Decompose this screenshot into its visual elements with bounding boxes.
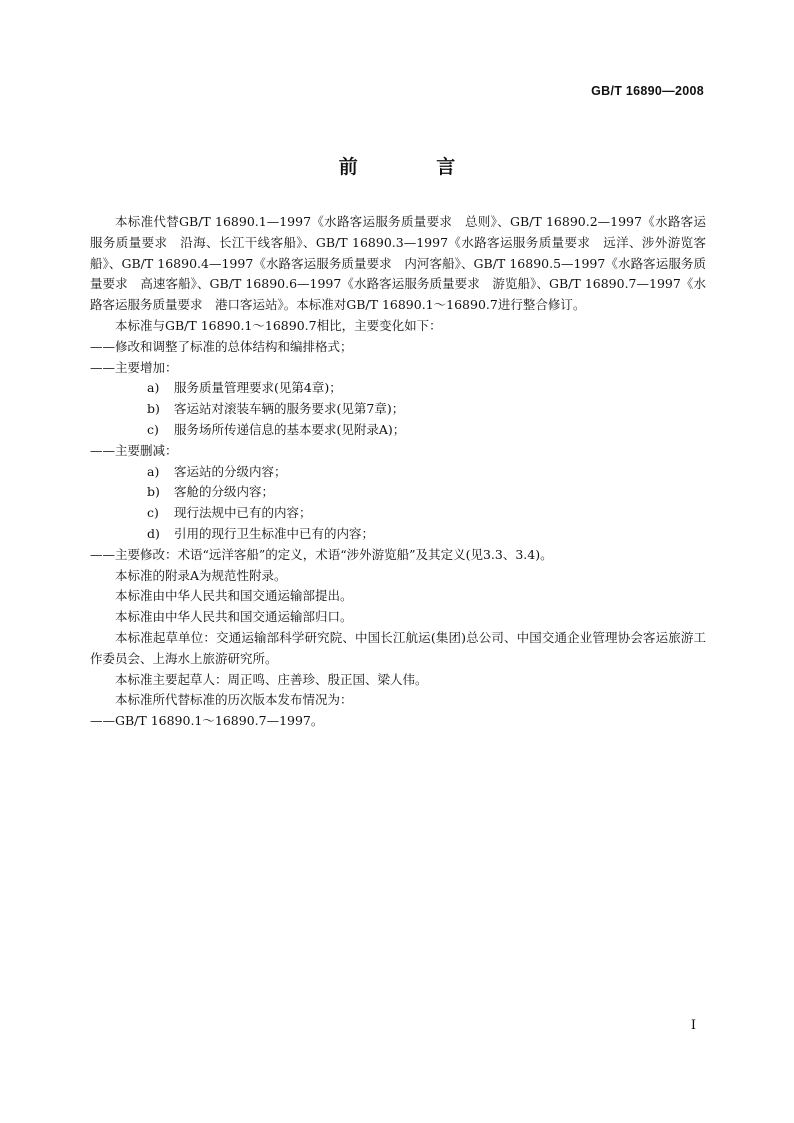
page-number: I [690,1018,696,1033]
list-item: b) 客舱的分级内容； [147,484,275,500]
change-deletions-heading: ——主要删减： [90,442,178,458]
list-item: a) 客运站的分级内容； [147,463,287,479]
page-title: 前 言 [338,156,492,178]
paragraph-replaced-standards: 本标准代替GB/T 16890.1—1997《水路客运服务质量要求 总则》、GB/T 16890.2—1997《水路客运服务质量要求 沿海、长江干线客船》、GB/T 16890.3—1997《水路客运服务质量要求 远洋、涉外游览客船》、GB/T 16890.4—1997《水路客运服务质量要求 内河客船》、GB/T 16890.5—1997《水路客运服务质量要求 高速客船》、GB/T 16890.6—1997《水路客运服务质量要求 游览船》、GB/T 16890.7—1997《水路客运服务质量要求 港口客运站》。本标准对GB/T 16890.1～16890.7进行整合修订。 [90,214,706,313]
paragraph-centralized-by: 本标准由中华人民共和国交通运输部归口。 [115,609,353,625]
list-item: d) 引用的现行卫生标准中已有的内容； [147,525,375,541]
change-additions-heading: ——主要增加： [90,359,178,375]
paragraph-drafting-units: 本标准起草单位：交通运输部科学研究院、中国长江航运(集团)总公司、中国交通企业管理协会客运旅游工作委员会、上海水上旅游研究所。 [90,629,706,666]
version-history-entry: ——GB/T 16890.1～16890.7—1997。 [90,713,324,729]
standard-number: GB/T 16890—2008 [591,84,704,98]
paragraph-version-history: 本标准所代替标准的历次版本发布情况为： [115,692,353,708]
list-item: c) 现行法规中已有的内容； [147,505,312,521]
foreword-body [90,212,706,732]
paragraph-proposed-by: 本标准由中华人民共和国交通运输部提出。 [115,588,353,604]
change-modifications: ——主要修改：术语“远洋客船”的定义，术语“涉外游览船”及其定义(见3.3、3.4)。 [90,546,553,562]
list-item: c) 服务场所传递信息的基本要求(见附录A)； [147,421,406,437]
list-item: b) 客运站对滚装车辆的服务要求(见第7章)； [147,401,405,417]
list-item: a) 服务质量管理要求(见第4章)； [147,380,342,396]
paragraph-main-changes: 本标准与GB/T 16890.1～16890.7相比，主要变化如下： [115,317,442,333]
paragraph-annex: 本标准的附录A为规范性附录。 [115,567,287,583]
change-structure: ——修改和调整了标准的总体结构和编排格式； [90,338,353,354]
paragraph-drafters: 本标准主要起草人：周正鸣、庄善珍、殷正国、梁人伟。 [115,671,428,687]
